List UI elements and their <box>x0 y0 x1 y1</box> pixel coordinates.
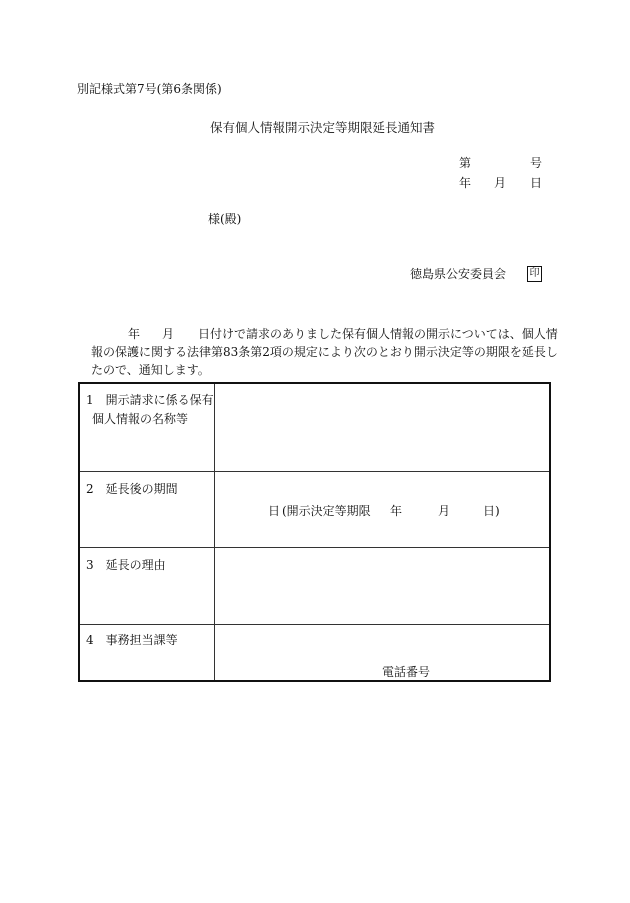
phone-number-label: 電話番号 <box>382 665 431 679</box>
row2-day-close: 日) <box>483 504 500 518</box>
row2-label: 2 延長後の期間 <box>86 482 178 496</box>
body-year: 年 <box>128 327 141 341</box>
form-id: 別記様式第7号(第6条関係) <box>77 82 222 96</box>
date-day: 日 <box>530 176 543 190</box>
number-suffix: 号 <box>530 156 543 170</box>
row4-label: 4 事務担当課等 <box>86 633 178 647</box>
body-line-1-text: 日付けで請求のありました保有個人情報の開示については、個人情 <box>198 327 558 341</box>
issuer-name: 徳島県公安委員会 <box>410 267 507 281</box>
table-row-divider <box>80 624 549 625</box>
row2-year: 年 <box>390 504 403 518</box>
seal-mark: 印 <box>527 266 542 282</box>
row1-label <box>86 391 214 429</box>
notice-table <box>78 382 551 682</box>
row2-month: 月 <box>438 504 451 518</box>
addressee: 様(殿) <box>208 212 242 226</box>
table-row-divider <box>80 547 549 548</box>
date-month: 月 <box>494 176 507 190</box>
row3-label: 3 延長の理由 <box>86 558 166 572</box>
row2-day: 日 <box>268 504 281 518</box>
body-line-2: 報の保護に関する法律第83条第2項の規定により次のとおり開示決定等の期限を延長し <box>91 345 558 359</box>
number-prefix: 第 <box>459 156 472 170</box>
row1-label-line2: 個人情報の名称等 <box>92 412 189 426</box>
body-month: 月 <box>162 327 175 341</box>
table-column-divider <box>214 384 215 680</box>
document-title: 保有個人情報開示決定等期限延長通知書 <box>210 120 436 135</box>
row2-deadline-label: (開示決定等期限 <box>282 504 371 518</box>
body-line-3: たので、通知します。 <box>91 363 210 377</box>
row1-label-line1: 1 開示請求に係る保有 <box>86 393 214 407</box>
date-year: 年 <box>459 176 472 190</box>
table-row-divider <box>80 471 549 472</box>
